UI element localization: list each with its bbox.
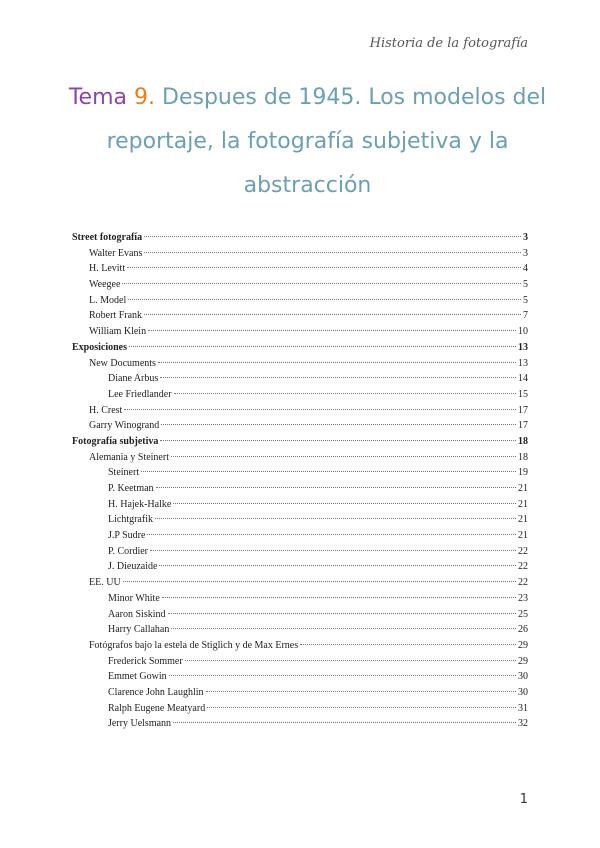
toc-dot-leader [207, 707, 516, 708]
toc-entry-label: Ralph Eugene Meatyard [108, 702, 206, 714]
toc-entry-label: New Documents [89, 357, 156, 369]
toc-entry-page: 21 [518, 514, 528, 526]
toc-dot-leader [171, 456, 516, 457]
toc-dot-leader [122, 283, 521, 284]
toc-dot-leader [147, 534, 516, 535]
toc-entry-label: Emmet Gowin [108, 671, 167, 683]
toc-dot-leader [168, 613, 517, 614]
toc-dot-leader [185, 660, 516, 661]
toc-entry-page: 21 [518, 498, 528, 510]
title-text: Despues de 1945. Los modelos del reportaje, la fotografía subjetiva y la abstracción [106, 85, 547, 198]
toc-entry[interactable] [72, 559, 528, 575]
toc-dot-leader [155, 518, 516, 519]
toc-dot-leader [156, 487, 516, 488]
toc-entry-label: Garry Winogrand [89, 420, 160, 432]
toc-dot-leader [160, 440, 516, 441]
toc-dot-leader [162, 597, 516, 598]
toc-entry-label: H. Crest [89, 404, 123, 416]
toc-entry-page: 22 [518, 577, 528, 589]
toc-entry-label: P. Keetman [108, 483, 154, 494]
toc-dot-leader [148, 330, 516, 331]
toc-entry[interactable] [72, 403, 528, 419]
toc-entry-page: 29 [518, 639, 528, 651]
toc-dot-leader [206, 691, 516, 692]
toc-entry-page: 13 [518, 341, 528, 353]
toc-entry-page: 17 [518, 404, 528, 416]
toc-dot-leader [144, 236, 521, 237]
toc-entry-page: 30 [518, 671, 528, 683]
toc-entry[interactable] [72, 418, 528, 434]
toc-entry-label: Harry Callahan [108, 624, 170, 636]
toc-dot-leader [144, 252, 521, 253]
toc-entry-page: 22 [518, 561, 528, 573]
toc-entry[interactable] [72, 308, 528, 324]
toc-entry[interactable] [72, 465, 528, 481]
title-number: 9. [134, 85, 156, 110]
toc-entry[interactable] [72, 591, 528, 607]
toc-entry-label: Aaron Siskind [108, 608, 166, 620]
toc-dot-leader [300, 644, 516, 645]
toc-entry[interactable] [72, 654, 528, 670]
toc-dot-leader [173, 503, 516, 504]
toc-entry[interactable] [72, 293, 528, 309]
toc-entry[interactable] [72, 685, 528, 701]
toc-entry-label: H. Hajek-Halke [108, 498, 172, 510]
toc-entry[interactable] [72, 716, 528, 732]
toc-entry-label: Weegee [89, 279, 121, 291]
toc-entry[interactable] [72, 246, 528, 262]
toc-entry-label: Frederick Sommer [108, 655, 183, 667]
toc-entry-label: William Klein [89, 326, 147, 338]
toc-entry-page: 4 [523, 263, 528, 275]
toc-entry-page: 25 [518, 608, 528, 620]
document-title [60, 76, 555, 208]
toc-entry-label: Diane Arbus [108, 373, 159, 385]
toc-entry[interactable] [72, 371, 528, 387]
toc-entry-label: Alemania y Steinert [89, 451, 169, 463]
toc-entry[interactable] [72, 701, 528, 717]
title-prefix: Tema [68, 85, 128, 110]
toc-entry-page: 17 [518, 420, 528, 432]
toc-entry-page: 3 [523, 232, 528, 243]
toc-entry-page: 21 [518, 530, 528, 542]
toc-entry[interactable] [72, 324, 528, 340]
toc-dot-leader [173, 722, 516, 723]
toc-dot-leader [159, 565, 516, 566]
toc-entry-label: Clarence John Laughlin [108, 686, 204, 698]
toc-entry-label: J.P Sudre [108, 530, 146, 542]
toc-dot-leader [158, 362, 516, 363]
toc-entry-label: EE. UU [89, 577, 121, 589]
toc-entry-page: 26 [518, 624, 528, 636]
toc-entry-label: Steinert [108, 467, 140, 479]
toc-entry-page: 19 [518, 467, 528, 479]
toc-entry-label: Lee Friedlander [108, 388, 172, 400]
toc-entry[interactable] [72, 607, 528, 623]
toc-entry-page: 7 [523, 310, 528, 322]
toc-entry-page: 10 [518, 326, 528, 338]
toc-entry-page: 15 [518, 388, 528, 400]
toc-entry-label: Exposiciones [72, 341, 128, 353]
toc-entry[interactable] [72, 638, 528, 654]
toc-entry-page: 31 [518, 702, 528, 714]
page-number: 1 [519, 792, 528, 807]
table-of-contents [72, 230, 528, 732]
toc-entry[interactable] [72, 261, 528, 277]
toc-entry-page: 5 [523, 294, 528, 306]
toc-dot-leader [150, 550, 516, 551]
toc-entry[interactable] [72, 669, 528, 685]
toc-entry-page: 18 [518, 451, 528, 463]
toc-entry-label: Lichtgrafik [108, 514, 153, 526]
toc-entry[interactable] [72, 622, 528, 638]
toc-entry-page: 3 [523, 247, 528, 259]
toc-entry[interactable] [72, 544, 528, 560]
toc-entry-page: 21 [518, 483, 528, 494]
toc-entry[interactable] [72, 356, 528, 372]
toc-entry-page: 29 [518, 655, 528, 667]
toc-entry[interactable] [72, 450, 528, 466]
toc-entry-label: P. Cordier [108, 545, 148, 557]
toc-entry-page: 22 [518, 545, 528, 557]
toc-dot-leader [144, 314, 521, 315]
toc-entry[interactable] [72, 340, 528, 356]
toc-entry[interactable] [72, 387, 528, 403]
toc-entry-page: 18 [518, 435, 528, 447]
toc-dot-leader [160, 377, 516, 378]
toc-entry[interactable] [72, 528, 528, 544]
toc-dot-leader [127, 267, 521, 268]
toc-dot-leader [129, 346, 516, 347]
toc-dot-leader [169, 675, 516, 676]
toc-entry-label: Fotografía subjetiva [72, 435, 159, 447]
toc-entry-page: 30 [518, 686, 528, 698]
toc-dot-leader [174, 393, 516, 394]
toc-entry-page: 13 [518, 357, 528, 369]
toc-entry-page: 23 [518, 592, 528, 604]
toc-dot-leader [124, 409, 516, 410]
toc-entry[interactable] [72, 575, 528, 591]
toc-entry[interactable] [72, 230, 528, 246]
toc-entry-label: Fotógrafos bajo la estela de Stiglich y de Max Ernes [89, 639, 299, 651]
toc-dot-leader [128, 299, 521, 300]
toc-entry-label: Robert Frank [89, 310, 143, 322]
toc-entry-label: L. Model [89, 294, 127, 306]
toc-entry-label: Street fotografía [72, 232, 143, 243]
toc-entry-page: 5 [523, 279, 528, 291]
toc-dot-leader [171, 628, 516, 629]
toc-dot-leader [161, 424, 516, 425]
toc-entry[interactable] [72, 277, 528, 293]
toc-entry-label: Minor White [108, 592, 160, 604]
toc-entry[interactable] [72, 481, 528, 497]
document-header: Historia de la fotografía [369, 36, 528, 51]
toc-dot-leader [141, 471, 516, 472]
toc-entry-label: Walter Evans [89, 247, 143, 259]
toc-entry-label: J. Dieuzaide [108, 561, 158, 573]
toc-entry[interactable] [72, 497, 528, 513]
toc-entry-label: H. Levitt [89, 263, 126, 275]
toc-entry[interactable] [72, 512, 528, 528]
toc-entry-page: 14 [518, 373, 528, 385]
toc-entry-label: Jerry Uelsmann [108, 718, 172, 730]
toc-entry-page: 32 [518, 718, 528, 730]
toc-entry[interactable] [72, 434, 528, 450]
toc-dot-leader [123, 581, 516, 582]
